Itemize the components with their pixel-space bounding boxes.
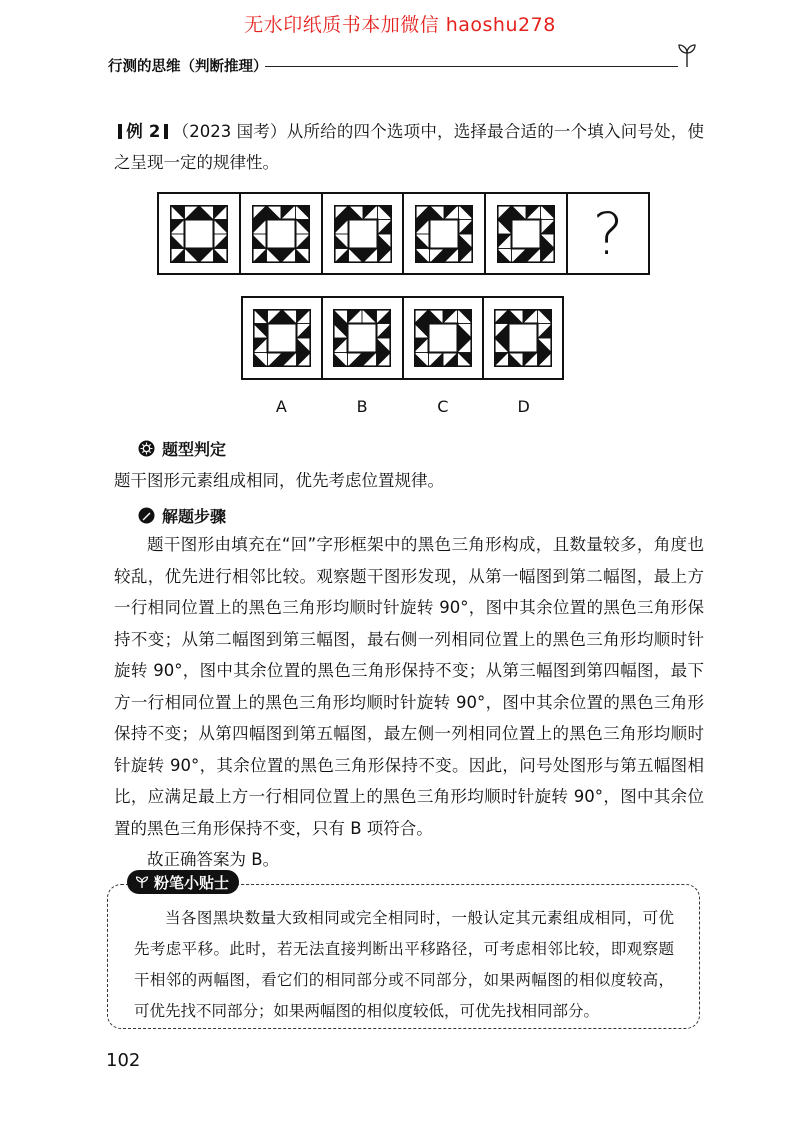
watermark: 无水印纸质书本加微信 haoshu278 <box>244 14 556 36</box>
running-head: 行测的思维（判断推理） <box>108 59 268 75</box>
pen-icon <box>138 507 155 524</box>
option-label-a[interactable]: A <box>275 397 287 416</box>
example-question <box>114 116 704 178</box>
sprout-icon <box>135 875 149 889</box>
options-strip <box>241 296 564 380</box>
tip-label: 粉笔小贴士 <box>154 873 230 892</box>
frame-inner <box>348 219 377 248</box>
option-c-graphic <box>414 309 472 367</box>
option-c-figure[interactable] <box>404 298 484 378</box>
sprout-icon <box>676 42 698 68</box>
example-text: 从所给的四个选项中，选择最合适的一个填入问号处，使之呈现一定的规律性。 <box>114 122 704 172</box>
question-mark: ? <box>592 199 624 268</box>
question-figure-4 <box>404 194 486 273</box>
frame-inner <box>430 219 459 248</box>
frame-inner <box>268 324 297 353</box>
figure-4-graphic <box>415 205 473 263</box>
header-rule <box>265 66 678 67</box>
section-type-paragraph: 题干图形元素组成相同，优先考虑位置规律。 <box>114 471 444 490</box>
question-figure-5 <box>486 194 568 273</box>
example-label: 例 2 <box>126 122 161 141</box>
option-d-figure[interactable] <box>484 298 562 378</box>
section-steps-text <box>114 529 704 876</box>
option-labels <box>241 397 564 416</box>
figure-3-graphic <box>334 205 392 263</box>
option-d-graphic <box>494 309 552 367</box>
frame-inner <box>428 324 457 353</box>
tip-text: 当各图黑块数量大致相同或完全相同时，一般认定其元素组成相同，可优先考虑平移。此时，若无法直接判断出平移路径，可考虑相邻比较，即观察题干相邻的两幅图，看它们的相同部分或不同部分，如果两幅图的相似度较高，可优先找不同部分；如果两幅图的相似度较低，可优先找相同部分。 <box>134 909 674 1020</box>
section-type-title <box>138 437 226 460</box>
page-number: 102 <box>106 1050 141 1071</box>
option-a-figure[interactable] <box>243 298 323 378</box>
figure-1-graphic <box>170 205 228 263</box>
bar-left <box>118 124 122 139</box>
option-label-d[interactable]: D <box>517 397 530 416</box>
answer-line: 故正确答案为 B。 <box>147 850 280 869</box>
frame-inner <box>266 219 295 248</box>
steps-paragraph: 题干图形由填充在“回”字形框架中的黑色三角形构成，且数量较多，角度也较乱，优先进行相邻比较。观察题干图形发现，从第一幅图到第二幅图，最上方一行相同位置上的黑色三角形均顺时针旋转 90°，图中其余位置的黑色三角形保持不变；从第二幅图到第三幅图，最右侧一列相同位置上的黑色三角形均顺时针旋转 90°，图中其余位置的黑色三角形保持不变；从第三幅图到第四幅图，最下方一行相同位置上的黑色三角形均顺时针旋转 90°，图中其余位置的黑色三角形保持不变；从第四幅图到第五幅图，最左侧一列相同位置上的黑色三角形均顺时针旋转 90°，其余位置的黑色三角形保持不变。因此，问号处图形与第五幅图相比，应满足最上方一行相同位置上的黑色三角形均顺时针旋转 90°，图中其余位置的黑色三角形保持不变，只有 B 项符合。 <box>114 535 704 838</box>
option-label-c[interactable]: C <box>437 397 449 416</box>
section-type-label: 题型判定 <box>162 440 227 459</box>
question-strip <box>157 192 650 275</box>
section-steps-label: 解题步骤 <box>162 507 227 526</box>
sun-icon <box>138 440 155 457</box>
bar-right <box>164 124 168 139</box>
tip-tag <box>127 870 239 894</box>
frame-inner <box>348 324 377 353</box>
frame-inner <box>508 324 537 353</box>
section-type-text <box>114 465 704 497</box>
section-steps-title <box>138 504 226 527</box>
question-figure-1 <box>159 194 241 273</box>
frame-inner <box>512 219 541 248</box>
figure-2-graphic <box>252 205 310 263</box>
option-b-graphic <box>333 309 391 367</box>
example-source: （2023 国考） <box>172 122 287 141</box>
frame-inner <box>184 219 213 248</box>
question-figure-3 <box>323 194 405 273</box>
option-label-b[interactable]: B <box>356 397 368 416</box>
figure-5-graphic <box>497 205 555 263</box>
question-figure-2 <box>241 194 323 273</box>
option-a-graphic <box>253 309 311 367</box>
option-b-figure[interactable] <box>323 298 403 378</box>
question-mark-cell <box>568 194 648 273</box>
